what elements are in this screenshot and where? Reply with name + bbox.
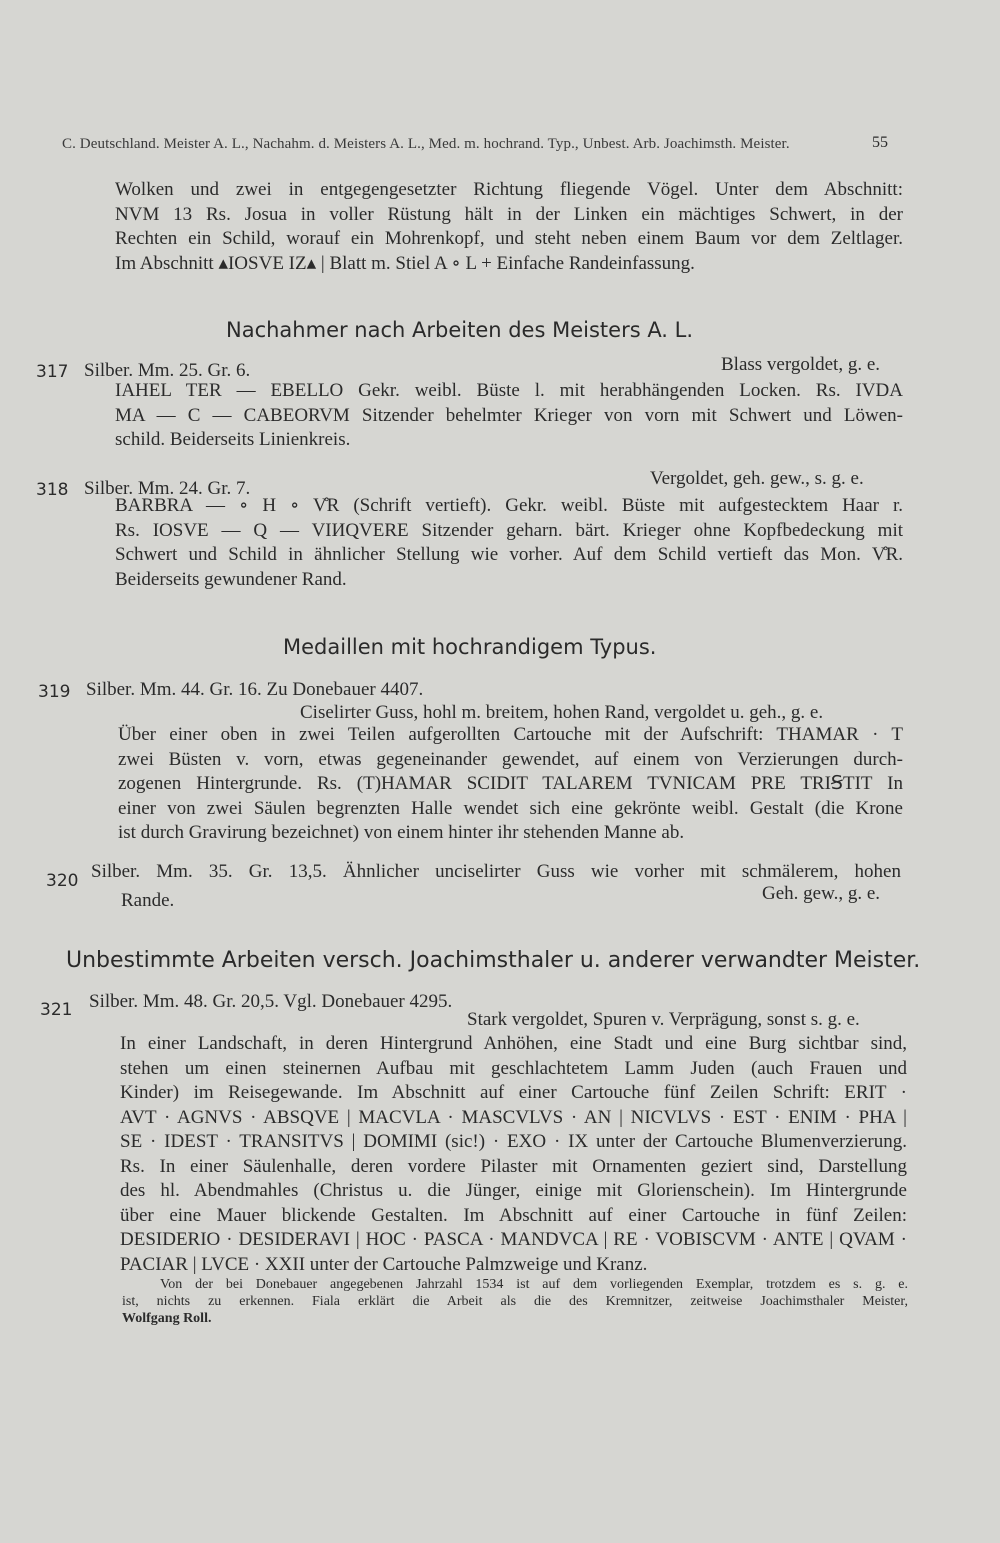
footnote-line: ist, nichts zu erkennen. Fiala erklärt die Arbeit als die des Kremnitzer, zeitweise Joachimsthaler Meister, [122,1294,908,1309]
text-line: Kinder) im Reisegewande. Im Abschnitt auf einer Cartouche fünf Zeilen Schrift: ERIT · [120,1082,907,1103]
text-line: Rs. IOSVE — Q — VIИQVERE Sitzender geharn. bärt. Krieger ohne Kopfbedeckung mit [115,519,903,541]
text-line: Rechten ein Schild, worauf ein Mohrenkopf, und steht neben einem Baum vor dem Zeltlager. [115,228,903,249]
text-line: Wolken und zwei in entgegengesetzter Richtung fliegende Vögel. Unter dem Abschnitt: [115,179,903,200]
text-line: schild. Beiderseits Linienkreis. [115,429,351,450]
text-line: ist durch Gravirung bezeichnet) von einem hinter ihr stehenden Manne ab. [118,822,685,843]
text-line: SE · IDEST · TRANSITVS | DOMIMI (sic!) · EXO · IX unter der Cartouche Blumenverzierung. [120,1131,907,1152]
text-line: zogenen Hintergrunde. Rs. (T)HAMAR SCIDIT TALAREM TVNICAM PRE TRIꞨTIT In [118,773,903,794]
text-line: Über einer oben in zwei Teilen aufgerollten Cartouche mit der Aufschrift: THAMAR · T [118,724,903,745]
entry-condition: Vergoldet, geh. gew., s. g. e. [650,468,864,489]
entry-spec: Silber. Mm. 24. Gr. 7. [84,478,251,499]
text-line: MA — C — CABEORVM Sitzender behelmter Krieger von vorn mit Schwert und Löwen- [115,404,903,426]
text-line: BARBRA — ∘ H ∘ V̊R (Schrift vertieft). Gekr. weibl. Büste mit aufgestecktem Haar r. [115,495,903,516]
entry-description [118,723,903,846]
entry-number: 321 [40,1000,73,1020]
entry-number: 318 [36,480,69,500]
entry-condition: Ciselirter Guss, hohl m. breitem, hohen Rand, vergoldet u. geh., g. e. [300,702,824,723]
entry-description [115,379,903,453]
intro-paragraph [115,178,903,276]
entry-condition: Stark vergoldet, Spuren v. Verprägung, sonst s. g. e. [467,1009,860,1030]
entry-description [120,1032,907,1277]
text-line: PACIAR | LVCE · XXII unter der Cartouche Palmzweige und Kranz. [120,1253,648,1275]
entry-condition: Blass vergoldet, g. e. [721,354,881,375]
text-line: einer von zwei Säulen begrenzten Halle wendet sich eine gekrönte weibl. Gestalt (die Krone [118,797,903,819]
entry-spec [91,860,901,885]
footnote-author: Wolfgang Roll. [122,1311,212,1326]
footnote [122,1276,908,1327]
entry-number: 317 [36,362,69,382]
section-heading: Unbestimmte Arbeiten versch. Joachimsthaler u. anderer verwandter Meister. [66,948,921,973]
text-line: AVT · AGNVS · ABSQVE | MACVLA · MASCVLVS · AN | NICVLVS · EST · ENIM · PHA | [120,1106,907,1128]
footnote-line: Von der bei Donebauer angegebenen Jahrzahl 1534 ist auf dem vorliegenden Exemplar, trotzdem es s. g. e. [160,1277,908,1292]
text-line: DESIDERIO · DESIDERAVI | HOC · PASCA · MANDVCA | RE · VOBISCVM · ANTE | QVAM · [120,1229,907,1250]
text-line: IAHEL TER — EBELLO Gekr. weibl. Büste l. mit herabhängenden Locken. Rs. IVDA [115,380,903,401]
entry-spec: Silber. Mm. 25. Gr. 6. [84,360,251,381]
text-line: zwei Büsten v. vorn, etwas gegeneinander gewendet, auf einem von Verzierungen durch- [118,748,903,770]
page-number: 55 [872,134,888,151]
entry-condition: Geh. gew., g. e. [762,883,881,904]
entry-spec-continued: Rande. [121,890,175,911]
text-line: stehen um einen steinernen Aufbau mit geschlachtetem Lamm Juden (auch Frauen und [120,1057,907,1079]
text-line: des hl. Abendmahles (Christus u. die Jünger, einige mit Glorienschein). Im Hintergrunde [120,1180,907,1201]
entry-description [115,494,903,592]
text-line: Silber. Mm. 35. Gr. 13,5. Ähnlicher unciselirter Guss wie vorher mit schmälerem, hohen [91,861,901,882]
section-heading: Medaillen mit hochrandigem Typus. [283,635,657,659]
text-line: über eine Mauer blickende Gestalten. Im Abschnitt auf einer Cartouche in fünf Zeilen: [120,1204,907,1226]
text-line: Rs. In einer Säulenhalle, deren vordere Pilaster mit Ornamenten geziert sind, Darstellung [120,1155,907,1177]
entry-number: 320 [46,871,79,891]
text-line: NVM 13 Rs. Josua in voller Rüstung hält in der Linken ein mächtiges Schwert, in der [115,203,903,225]
section-heading: Nachahmer nach Arbeiten des Meisters A. L. [226,318,694,342]
text-line: Im Abschnitt ▴IOSVE IZ▴ | Blatt m. Stiel A ∘ L + Einfache Randeinfassung. [115,252,695,274]
entry-spec: Silber. Mm. 48. Gr. 20,5. Vgl. Donebauer 4295. [89,991,453,1012]
running-header: C. Deutschland. Meister A. L., Nachahm. d. Meisters A. L., Med. m. hochrand. Typ., Unbest. Arb. Joachimsth. Meister. [62,136,790,152]
text-line: In einer Landschaft, in deren Hintergrund Anhöhen, eine Stadt und eine Burg sichtbar sind, [120,1033,907,1054]
text-line: Beiderseits gewundener Rand. [115,568,347,590]
entry-number: 319 [38,682,71,702]
entry-spec: Silber. Mm. 44. Gr. 16. Zu Donebauer 4407. [86,679,424,700]
text-line: Schwert und Schild in ähnlicher Stellung wie vorher. Auf dem Schild vertieft das Mon. V̊R. [115,544,903,565]
